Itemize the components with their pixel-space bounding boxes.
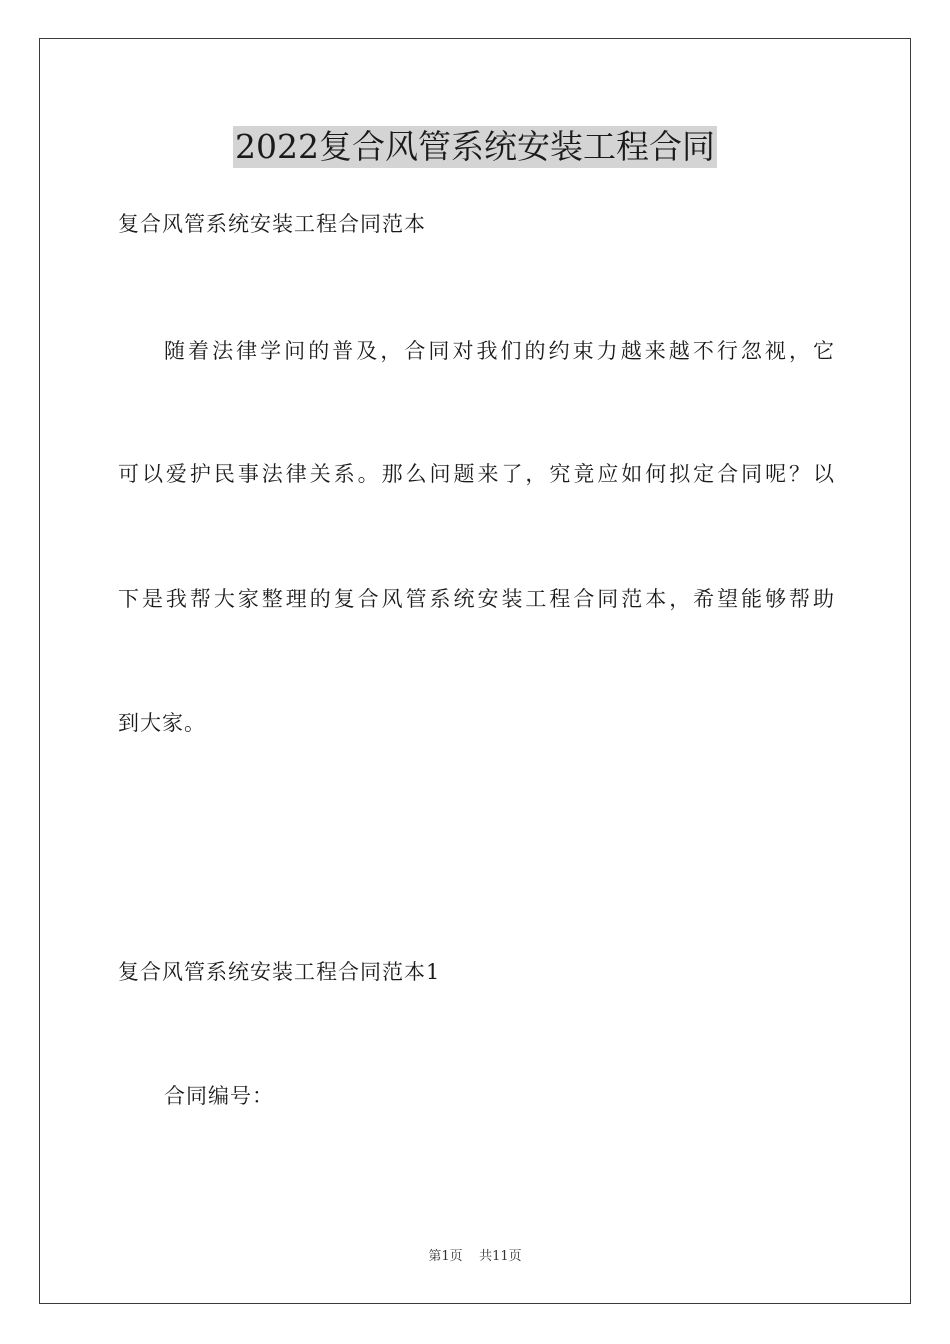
page-number: 第1页 共11页 (428, 1249, 522, 1264)
paragraph-line-1: 随着法律学问的普及，合同对我们的约束力越来越不行忽视，它 (164, 339, 834, 363)
page-footer (0, 1247, 950, 1267)
section-heading: 复合风管系统安装工程合同范本1 (118, 960, 441, 984)
paragraph-line-4: 到大家。 (118, 711, 206, 735)
paragraph-line-2: 可以爱护民事法律关系。那么问题来了，究竟应如何拟定合同呢？以 (118, 462, 834, 486)
document-title: 2022复合风管系统安装工程合同 (235, 127, 715, 166)
paragraph-line-3: 下是我帮大家整理的复合风管系统安装工程合同范本，希望能够帮助 (118, 587, 834, 611)
contract-number-label: 合同编号： (164, 1084, 274, 1108)
title-container (0, 126, 950, 168)
document-subtitle: 复合风管系统安装工程合同范本 (118, 212, 426, 236)
